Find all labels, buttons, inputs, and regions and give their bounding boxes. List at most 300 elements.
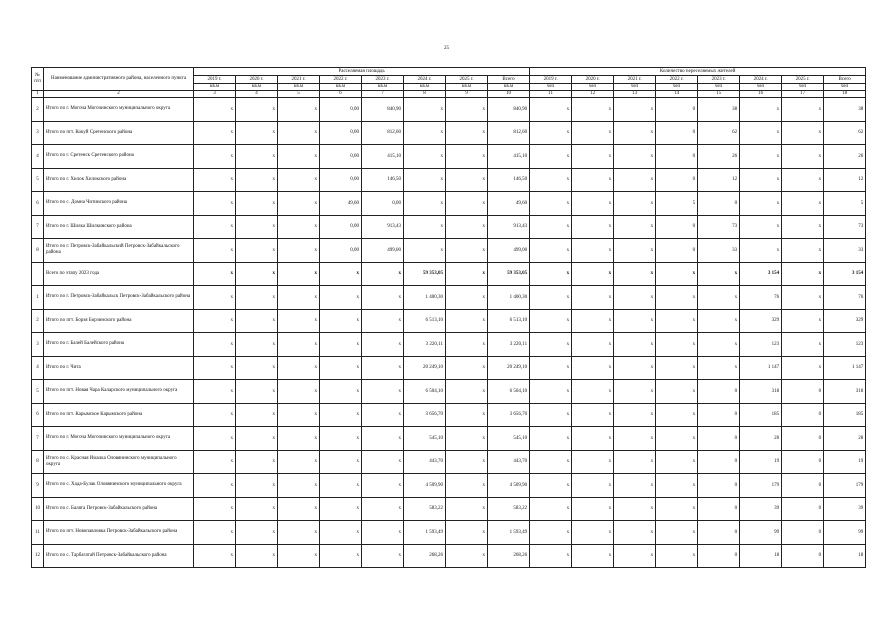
count-year-header: 2020 г. [572,76,614,84]
count-cell: x [656,474,698,498]
area-cell: 6 504,10 [488,380,530,404]
count-cell: x [572,286,614,310]
table-row [32,333,866,357]
count-cell: x [530,380,572,404]
count-cell: x [530,192,572,216]
count-cell: 318 [740,380,782,404]
count-cell: 39 [740,497,782,521]
area-cell: x [320,450,362,474]
count-cell: x [572,262,614,286]
area-cell: x [446,215,488,239]
area-cell: x [194,450,236,474]
area-cell: x [236,403,278,427]
count-cell: x [530,403,572,427]
area-cell: x [194,427,236,451]
count-cell: x [572,380,614,404]
count-cell: x [530,333,572,357]
area-cell: x [362,544,404,568]
area-cell: 0,00 [320,121,362,145]
column-number: 11 [530,91,572,98]
area-cell: x [278,239,320,263]
row-number: 3 [32,333,44,357]
table-row [32,239,866,263]
area-cell: x [446,450,488,474]
area-cell: 59 353,05 [488,262,530,286]
count-cell: x [530,215,572,239]
area-unit-header: кв.м [236,84,278,91]
area-year-header: Всего [488,76,530,84]
count-cell: x [572,309,614,333]
row-name: Итого по г. Балей Балейского района [44,333,194,357]
row-number: 3 [32,121,44,145]
area-cell: 913,43 [488,215,530,239]
row-number: 4 [32,356,44,380]
area-cell: x [194,192,236,216]
area-cell: 6 513,10 [404,309,446,333]
area-cell: x [236,497,278,521]
area-cell: x [278,450,320,474]
count-cell: x [530,544,572,568]
count-cell: x [740,145,782,169]
count-cell: 0 [656,98,698,122]
column-number: 10 [488,91,530,98]
count-cell: 39 [824,497,866,521]
count-cell: x [782,309,824,333]
area-cell: x [278,145,320,169]
count-year-header: Всего [824,76,866,84]
table-row [32,286,866,310]
count-cell: x [656,262,698,286]
count-cell: x [530,309,572,333]
table-row [32,544,866,568]
area-cell: x [446,121,488,145]
count-year-header: 2019 г. [530,76,572,84]
area-cell: x [362,474,404,498]
area-cell: x [446,286,488,310]
area-unit-header: кв.м [194,84,236,91]
count-cell: 329 [740,309,782,333]
area-cell: x [236,380,278,404]
row-number: 12 [32,544,44,568]
count-cell: 19 [740,450,782,474]
area-cell: x [194,309,236,333]
area-cell: 59 353,05 [404,262,446,286]
area-cell: x [320,262,362,286]
count-cell: 18 [740,544,782,568]
table-row [32,521,866,545]
count-cell: x [572,192,614,216]
area-cell: x [278,356,320,380]
count-cell: x [614,192,656,216]
area-cell: x [236,450,278,474]
count-cell: 123 [740,333,782,357]
area-cell: x [278,403,320,427]
area-cell: 3 220,11 [488,333,530,357]
count-cell: x [614,450,656,474]
area-cell: x [236,427,278,451]
area-cell: x [236,309,278,333]
count-year-header: 2025 г. [782,76,824,84]
count-cell: x [656,403,698,427]
count-cell: x [782,356,824,380]
count-year-header: 2024 г. [740,76,782,84]
area-cell: x [278,474,320,498]
area-cell: x [194,380,236,404]
row-name: Итого по пгт. Кокуй Сретенского района [44,121,194,145]
area-cell: 146,50 [488,168,530,192]
count-cell: x [530,450,572,474]
table-row [32,403,866,427]
area-unit-header: кв.м [488,84,530,91]
count-cell: 0 [698,192,740,216]
count-unit-header: чел [614,84,656,91]
count-cell: 12 [824,168,866,192]
row-number: 1 [32,286,44,310]
area-cell: x [446,309,488,333]
count-cell: 0 [782,544,824,568]
column-number: 14 [656,91,698,98]
count-cell: 179 [824,474,866,498]
count-cell: x [782,215,824,239]
count-cell: x [782,192,824,216]
count-cell: 0 [698,427,740,451]
count-cell: 76 [740,286,782,310]
row-number: 9 [32,474,44,498]
area-cell: 1 593,49 [488,521,530,545]
count-cell: 99 [740,521,782,545]
row-number: 5 [32,380,44,404]
count-cell: x [572,239,614,263]
area-cell: x [404,192,446,216]
count-cell: x [614,380,656,404]
area-year-header: 2024 г. [404,76,446,84]
area-cell: 1 400,30 [488,286,530,310]
count-cell: 0 [656,121,698,145]
count-cell: x [782,239,824,263]
area-cell: x [320,474,362,498]
count-cell: x [530,262,572,286]
count-cell: x [656,309,698,333]
area-cell: 6 504,10 [404,380,446,404]
area-cell: 3 220,11 [404,333,446,357]
area-cell: x [236,262,278,286]
count-cell: x [614,262,656,286]
row-name: Итого по пгт. Новопавловка Петровск-Забайкальского района [44,521,194,545]
row-number: 11 [32,521,44,545]
area-cell: x [194,168,236,192]
count-cell: x [782,333,824,357]
count-cell: x [782,262,824,286]
count-cell: x [740,192,782,216]
area-cell: x [278,168,320,192]
count-cell: x [740,215,782,239]
column-number: 4 [236,91,278,98]
area-cell: x [362,450,404,474]
row-name: Итого по с. Баляга Петровск-Забайкальского района [44,497,194,521]
row-number: 6 [32,192,44,216]
row-number: 7 [32,215,44,239]
area-cell: 545,10 [488,427,530,451]
area-cell: 20 249,10 [404,356,446,380]
count-cell: x [614,121,656,145]
area-cell: x [236,215,278,239]
count-unit-header: чел [698,84,740,91]
row-name: Итого по г. Хилок Хилокского района [44,168,194,192]
area-cell: 840,90 [488,98,530,122]
count-cell: x [530,497,572,521]
row-name: Итого по г. Могоча Могочинского муниципального округа [44,98,194,122]
area-cell: x [446,356,488,380]
count-cell: x [656,521,698,545]
area-unit-header: кв.м [446,84,488,91]
count-cell: 0 [656,215,698,239]
area-cell: 583,22 [404,497,446,521]
count-unit-header: чел [530,84,572,91]
area-cell: 0,00 [320,98,362,122]
area-cell: 0,00 [320,145,362,169]
count-cell: x [782,168,824,192]
count-cell: x [530,168,572,192]
row-number: 2 [32,98,44,122]
count-cell: x [698,309,740,333]
row-number: 2 [32,309,44,333]
row-number: 7 [32,427,44,451]
count-cell: 0 [782,450,824,474]
count-cell: 0 [656,145,698,169]
count-cell: 3 154 [824,262,866,286]
row-name: Итого по с. Домна Читинского района [44,192,194,216]
area-cell: x [320,403,362,427]
area-cell: x [278,121,320,145]
area-cell: x [236,168,278,192]
count-cell: 18 [824,544,866,568]
count-cell: 123 [824,333,866,357]
area-cell: 1 593,49 [404,521,446,545]
area-cell: 499,00 [362,239,404,263]
row-name: Итого по с. Тарбагатай Петровск-Забайкальского района [44,544,194,568]
area-cell: x [194,544,236,568]
column-number: 1 [32,91,44,98]
count-cell: x [614,427,656,451]
total-row [32,262,866,286]
count-cell: x [572,403,614,427]
area-cell: 4 509,90 [488,474,530,498]
count-cell: x [656,380,698,404]
count-cell: x [698,356,740,380]
count-cell: 99 [824,521,866,545]
row-number: 4 [32,145,44,169]
count-cell: 318 [824,380,866,404]
count-unit-header: чел [656,84,698,91]
column-number: 18 [824,91,866,98]
area-cell: x [362,403,404,427]
area-cell: x [446,544,488,568]
area-cell: 913,43 [362,215,404,239]
area-cell: x [194,121,236,145]
header-count-group: Количество переселяемых жителей [530,68,866,76]
area-cell: x [278,380,320,404]
area-cell: 268,26 [488,544,530,568]
count-cell: x [572,168,614,192]
count-cell: x [614,403,656,427]
count-cell: 0 [782,427,824,451]
resettlement-table [31,67,866,568]
area-cell: x [194,333,236,357]
area-year-header: 2025 г. [446,76,488,84]
count-cell: x [740,168,782,192]
column-number: 12 [572,91,614,98]
count-cell: x [614,309,656,333]
count-year-header: 2021 г. [614,76,656,84]
count-cell: 26 [824,145,866,169]
table-row [32,121,866,145]
count-cell: 185 [824,403,866,427]
row-name: Итого по г. Чита [44,356,194,380]
area-cell: 443,70 [488,450,530,474]
area-cell: 6 513,10 [488,309,530,333]
count-cell: 0 [782,380,824,404]
count-cell: 26 [698,145,740,169]
area-cell: x [362,309,404,333]
area-cell: x [446,333,488,357]
count-cell: x [614,544,656,568]
area-cell: x [446,427,488,451]
count-cell: 179 [740,474,782,498]
area-cell: x [236,474,278,498]
area-cell: x [278,309,320,333]
area-year-header: 2023 г. [362,76,404,84]
area-cell: x [236,239,278,263]
area-cell: x [320,521,362,545]
area-cell: x [194,497,236,521]
row-name: Итого по г. Шилка Шилкинского района [44,215,194,239]
area-year-header: 2020 г. [236,76,278,84]
row-name: Всего по этапу 2023 года [44,262,194,286]
area-cell: 545,10 [404,427,446,451]
row-name: Итого по г. Петровск-Забайкальск Петровск-Забайкальского района [44,286,194,310]
area-cell: x [278,98,320,122]
area-cell: 415,10 [488,145,530,169]
count-cell: x [572,145,614,169]
count-cell: x [572,121,614,145]
row-name: Итого по г. Петровск-Забайкальский Петровск-Забайкальского района [44,239,194,263]
area-cell: x [362,262,404,286]
count-cell: x [656,544,698,568]
area-cell: x [194,286,236,310]
column-number: 15 [698,91,740,98]
count-cell: 0 [782,497,824,521]
count-cell: 5 [656,192,698,216]
count-cell: 38 [824,98,866,122]
count-cell: x [614,215,656,239]
area-cell: x [236,333,278,357]
count-cell: x [572,356,614,380]
header-area-group: Расселяемая площадь [194,68,530,76]
count-cell: x [614,98,656,122]
count-cell: x [614,497,656,521]
count-cell: x [530,356,572,380]
count-cell: 33 [824,239,866,263]
count-cell: x [530,427,572,451]
count-cell: x [656,356,698,380]
count-cell: x [782,145,824,169]
count-cell: x [530,521,572,545]
area-cell: 0,00 [320,239,362,263]
row-name: Итого по пгт. Новая Чара Каларского муниципального округа [44,380,194,404]
count-unit-header: чел [740,84,782,91]
count-cell: x [572,215,614,239]
count-cell: x [740,239,782,263]
row-name: Итого по с. Хада-Булак Оловянинского муниципального округа [44,474,194,498]
count-cell: x [614,474,656,498]
count-cell: 0 [782,521,824,545]
count-cell: x [572,497,614,521]
area-cell: 49,60 [320,192,362,216]
row-name: Итого по с. Красная Ималка Оловянинского муниципального округа [44,450,194,474]
count-cell: x [614,239,656,263]
area-unit-header: кв.м [320,84,362,91]
area-cell: 415,10 [362,145,404,169]
column-number: 6 [320,91,362,98]
count-cell: x [656,497,698,521]
area-cell: 146,50 [362,168,404,192]
area-cell: x [320,544,362,568]
count-cell: x [530,239,572,263]
area-cell: x [320,356,362,380]
area-cell: x [320,333,362,357]
area-cell: 0,00 [320,168,362,192]
column-number: 13 [614,91,656,98]
area-unit-header: кв.м [362,84,404,91]
column-number: 16 [740,91,782,98]
row-number: 8 [32,239,44,263]
count-cell: 62 [698,121,740,145]
count-cell: x [530,145,572,169]
column-number: 9 [446,91,488,98]
table-row [32,497,866,521]
area-cell: x [362,333,404,357]
count-cell: x [740,98,782,122]
area-cell: 443,70 [404,450,446,474]
area-cell: x [362,380,404,404]
area-cell: x [362,356,404,380]
count-cell: 0 [782,403,824,427]
area-cell: x [320,380,362,404]
row-number: 10 [32,497,44,521]
area-cell: 0,00 [320,215,362,239]
area-cell: x [194,403,236,427]
row-name: Итого по г. Могоча Могочинского муниципального округа [44,427,194,451]
count-cell: 28 [740,427,782,451]
area-cell: x [194,262,236,286]
count-cell: x [656,427,698,451]
count-cell: 0 [698,380,740,404]
area-cell: x [404,98,446,122]
area-cell: x [446,168,488,192]
count-cell: x [782,286,824,310]
count-cell: x [530,98,572,122]
area-cell: 4 509,90 [404,474,446,498]
area-cell: x [194,215,236,239]
area-cell: x [320,309,362,333]
area-cell: x [236,121,278,145]
count-cell: 0 [656,168,698,192]
count-cell: x [614,521,656,545]
count-cell: x [572,98,614,122]
count-cell: 1 147 [824,356,866,380]
count-cell: 185 [740,403,782,427]
count-unit-header: чел [572,84,614,91]
